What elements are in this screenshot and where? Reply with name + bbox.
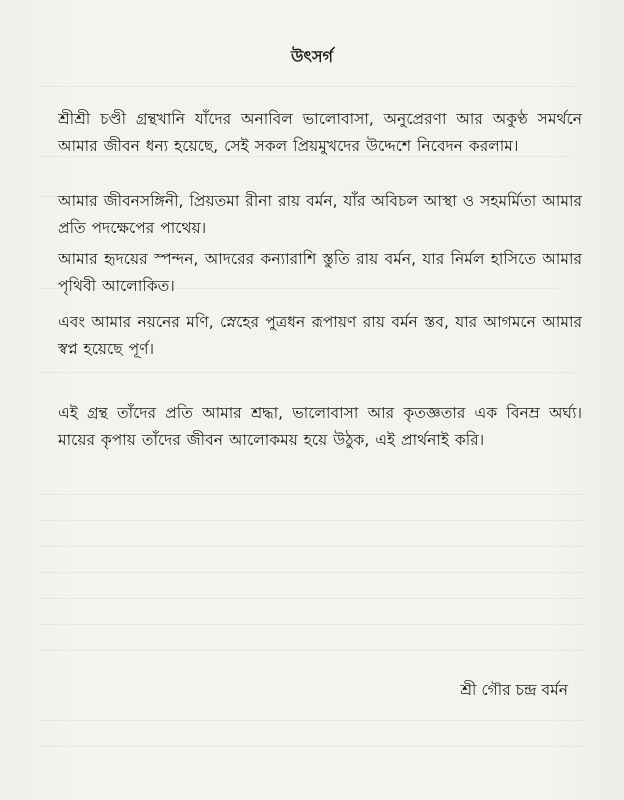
dedication-title: উৎসর্গ xyxy=(290,47,334,66)
author-signature: শ্রী গৌর চন্দ্র বর্মন xyxy=(460,681,568,699)
bleed-through-line xyxy=(40,746,585,747)
bleed-through-line xyxy=(40,572,585,573)
bleed-through-line xyxy=(40,624,585,625)
bleed-through-line xyxy=(40,598,585,599)
bleed-through-line xyxy=(40,720,585,721)
bleed-through-line xyxy=(40,86,580,87)
dedication-paragraph-1: শ্রীশ্রী চণ্ডী গ্রন্থখানি যাঁদের অনাবিল ভালোবাসা, অনুপ্রেরণা আর অকুণ্ঠ সমর্থনে আমার জীবন ধন্য হয়েছে, সেই সকল প্রিয়মুখদের উদ্দেশে নিবেদন করলাম। xyxy=(58,110,582,155)
bleed-through-line xyxy=(40,372,578,373)
bleed-through-line xyxy=(40,494,585,495)
bleed-through-line xyxy=(40,650,585,651)
dedication-paragraph-4: এবং আমার নয়নের মণি, স্নেহের পুত্রধন রূপায়ণ রায় বর্মন স্তব, যার আগমনে আমার স্বপ্ন হয়েছে পূর্ণ। xyxy=(58,313,582,358)
bleed-through-line xyxy=(40,546,585,547)
dedication-paragraph-2: আমার জীবনসঙ্গিনী, প্রিয়তমা রীনা রায় বর্মন, যাঁর অবিচল আস্থা ও সহমর্মিতা আমার প্রতি পদক্ষেপের পাথেয়। xyxy=(58,192,582,237)
bleed-through-line xyxy=(40,520,585,521)
dedication-paragraph-5: এই গ্রন্থ তাঁদের প্রতি আমার শ্রদ্ধা, ভালোবাসা আর কৃতজ্ঞতার এক বিনম্র অর্ঘ্য। মায়ের কৃপায় তাঁদের জীবন আলোকময় হয়ে উঠুক, এই প্রার্থনাই করি। xyxy=(58,404,582,449)
dedication-paragraph-3: আমার হৃদয়ের স্পন্দন, আদরের কন্যারাশি স্তুতি রায় বর্মন, যার নির্মল হাসিতে আমার পৃথিবী আলোকিত। xyxy=(58,250,582,295)
